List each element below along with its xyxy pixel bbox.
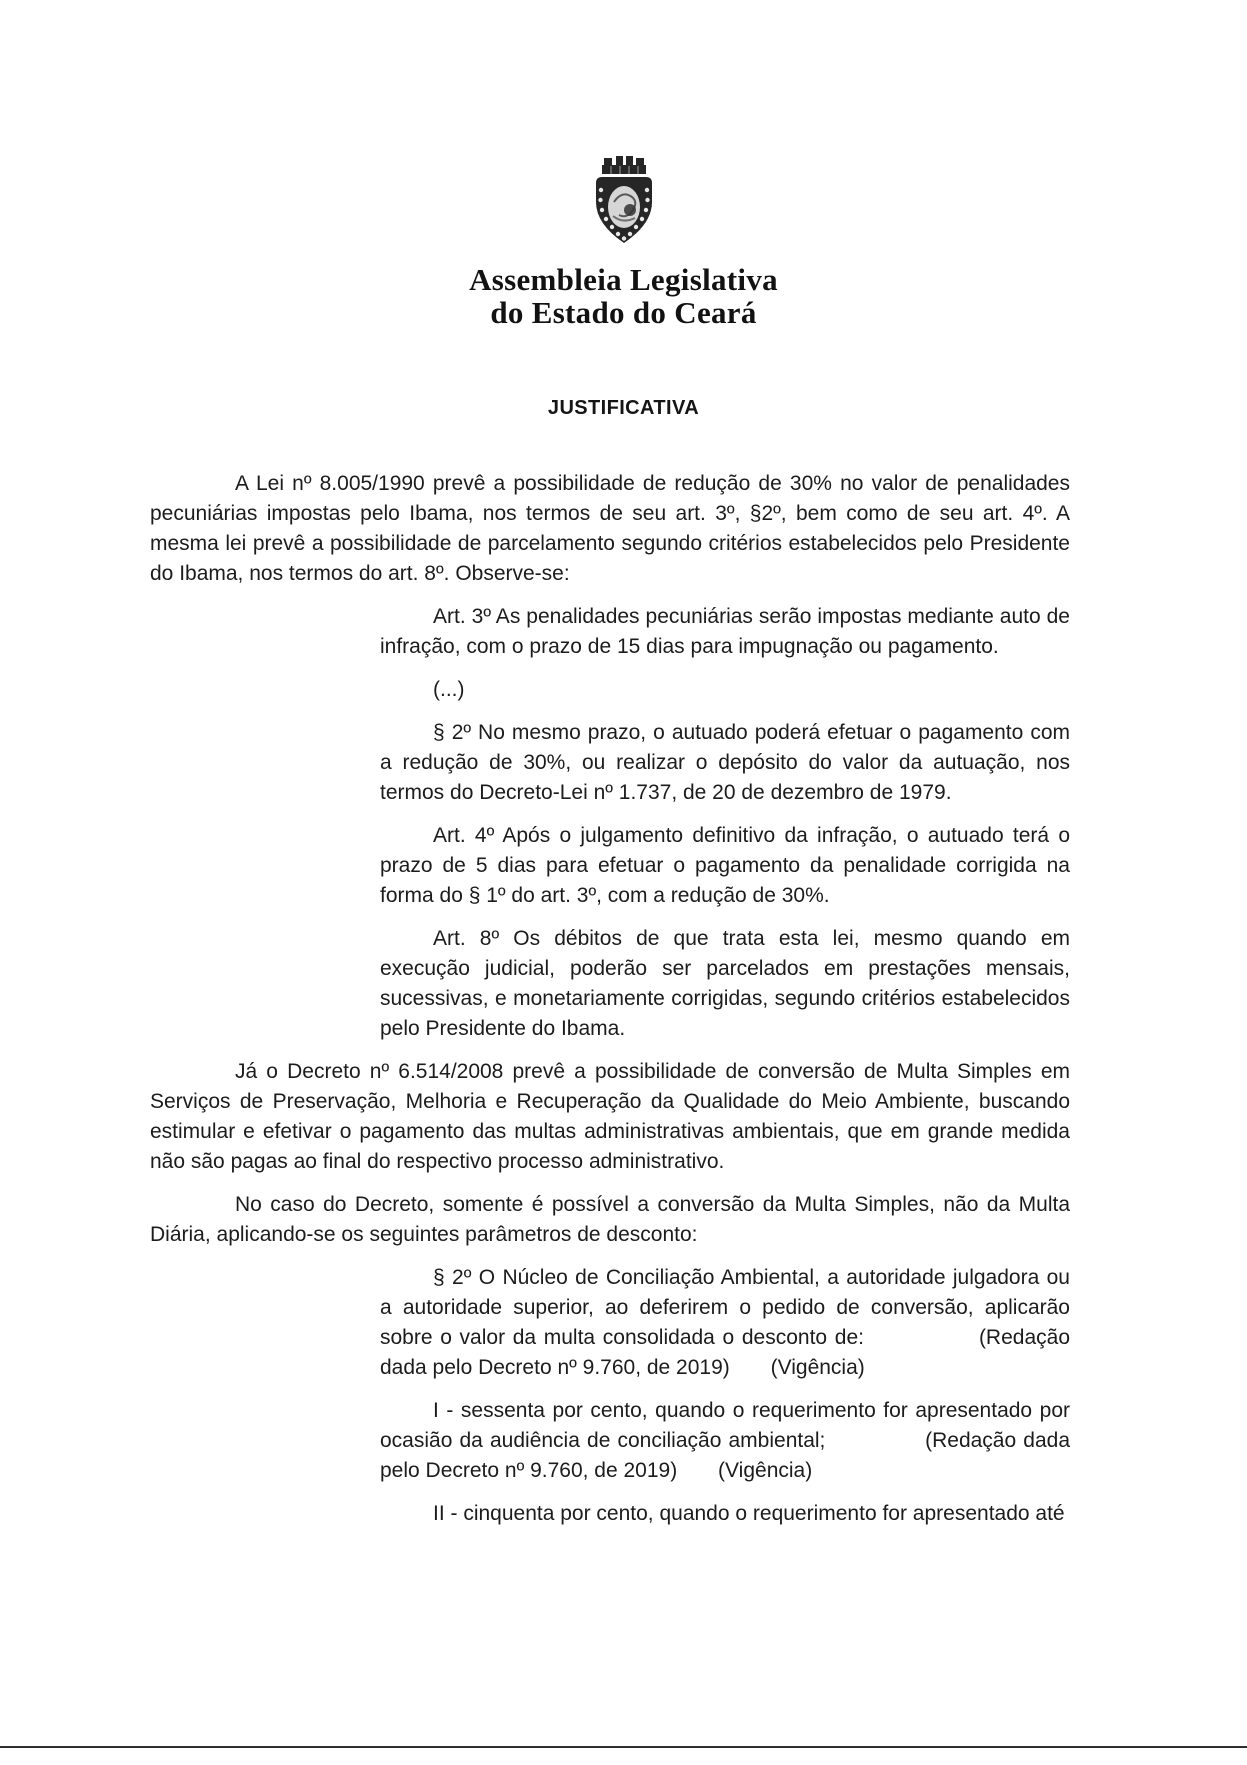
quote-nucleo-conciliacao: § 2º O Núcleo de Conciliação Ambiental, a autoridade julgadora ou a autoridade superior, ao deferirem o pedido de conversão, aplicarão sobre o valor da multa consolidada o desconto de: (Redação dada pelo Decreto nº 9.760, de 2019) (Vigência) [380,1266,1070,1379]
quote-inciso-1: I - sessenta por cento, quando o requerimento for apresentado por ocasião da audiência de conciliação ambiental; (Redação dada pelo Decreto nº 9.760, de 2019) (Vigência) [380,1399,1070,1482]
page-bottom-rule [0,1746,1247,1748]
quote-art-4: Art. 4º Após o julgamento definitivo da infração, o autuado terá o prazo de 5 dias para efetuar o pagamento da penalidade corrigida na forma do § 1º do art. 3º, com a redução de 30%. [380,824,1070,907]
ceara-coat-of-arms-icon [589,150,659,250]
letterhead-logo [0,150,1247,250]
paragraph-no-caso-decreto: No caso do Decreto, somente é possível a conversão da Multa Simples, não da Multa Diária, aplicando-se os seguintes parâmetros de desconto: [150,1193,1070,1246]
org-name [0,263,1247,329]
quote-art-8: Art. 8º Os débitos de que trata esta lei, mesmo quando em execução judicial, poderão ser parcelados em prestações mensais, sucessivas, e monetariamente corrigidas, segundo critérios estabelecidos pelo Presidente do Ibama. [380,927,1070,1040]
org-name-line1: Assembleia Legislativa [469,262,778,297]
paragraph-decreto-6514: Já o Decreto nº 6.514/2008 prevê a possibilidade de conversão de Multa Simples em Serviços de Preservação, Melhoria e Recuperação da Qualidade do Meio Ambiente, buscando estimular e efetivar o pagamento das multas administrativas ambientais, que em grande medida não são pagas ao final do respectivo processo administrativo. [150,1060,1070,1173]
document-body [150,469,1070,1542]
org-name-line2: do Estado do Ceará [490,295,757,330]
quote-inciso-2: II - cinquenta por cento, quando o requerimento for apresentado até [433,1502,1065,1525]
document-title: JUSTIFICATIVA [547,397,700,419]
quote-paragraph-2: § 2º No mesmo prazo, o autuado poderá efetuar o pagamento com a redução de 30%, ou realizar o depósito do valor da autuação, nos termos do Decreto-Lei nº 1.737, de 20 de dezembro de 1979. [380,721,1070,804]
quote-art-3: Art. 3º As penalidades pecuniárias serão impostas mediante auto de infração, com o prazo de 15 dias para impugnação ou pagamento. [380,605,1070,658]
quote-ellipsis: (...) [433,678,465,701]
paragraph-intro-law: A Lei nº 8.005/1990 prevê a possibilidade de redução de 30% no valor de penalidades pecuniárias impostas pelo Ibama, nos termos de seu art. 3º, §2º, bem como de seu art. 4º. A mesma lei prevê a possibilidade de parcelamento segundo critérios estabelecidos pelo Presidente do Ibama, nos termos do art. 8º. Observe-se: [150,472,1070,585]
